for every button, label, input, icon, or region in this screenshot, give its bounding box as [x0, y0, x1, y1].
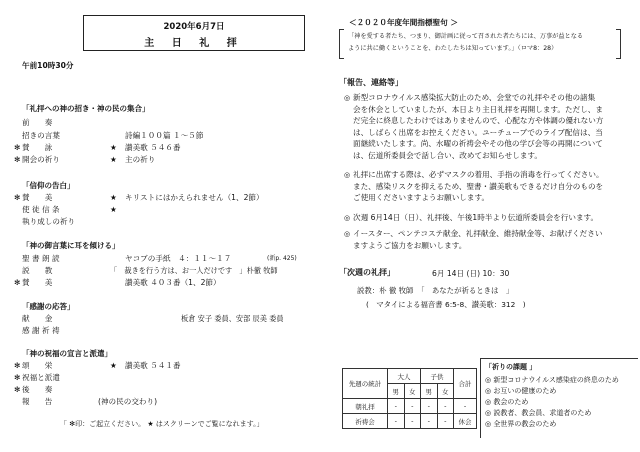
order-row: [14, 396, 314, 407]
section-heading: 「神の御言葉に耳を傾ける」: [22, 241, 120, 250]
order-content: 讃美歌 ５４１番: [125, 361, 181, 370]
prayer-text: 新型コロナウイルス感染症の終息のため: [493, 376, 619, 384]
table-cell: -: [421, 414, 438, 429]
order-label: 使 徒 信 条: [22, 205, 60, 214]
order-label: 賛 詠: [22, 143, 53, 152]
circle-bullet-icon: ◎: [485, 376, 494, 384]
table-cell: -: [437, 399, 454, 414]
bracket-left: [339, 29, 344, 59]
screen-star-icon: ★: [110, 361, 117, 370]
order-row: [14, 277, 314, 288]
order-row: [14, 204, 314, 215]
stand-mark: ✻: [14, 385, 21, 394]
verse-line: 「神を愛する者たち、つまり、御計画に従って召された者たちには、万事が益となる: [348, 33, 584, 40]
stand-mark: ✻: [14, 373, 21, 382]
order-row: [14, 384, 314, 395]
order-label: 献 金: [22, 314, 53, 323]
text-line: 次週 6月14日（日）、礼拝後、午後1時半より伝道所委員会を行います。: [353, 213, 599, 222]
prayer-text: お互いの健康のため: [493, 387, 557, 395]
section-heading: 「感謝の応答」: [22, 302, 75, 311]
prayer-item: [485, 408, 591, 418]
order-label: 報 告: [22, 397, 53, 406]
text-line: 会を休会としていましたが、本日より主日礼拝を再開します。ただし、ま: [353, 104, 603, 114]
next-service-heading: 「次週の礼拝」: [339, 268, 395, 277]
order-label: 頌 栄: [22, 361, 53, 370]
adult-header: 大人: [388, 369, 421, 384]
announcement-item: [344, 169, 624, 205]
circle-bullet-icon: ◎: [485, 387, 494, 395]
row-label: 祈祷会: [343, 414, 388, 429]
table-cell: -: [421, 399, 438, 414]
table-cell: -: [454, 399, 477, 414]
stand-mark: ✻: [14, 155, 21, 164]
circle-bullet-icon: ◎: [485, 420, 494, 428]
order-label: 聖 書 朗 読: [22, 254, 60, 263]
text-line: だ完全に終息したわけではありませんので、心配な方や体調の優れない方: [353, 116, 604, 126]
annual-verse-box: [339, 17, 621, 61]
table-row: [343, 399, 477, 414]
table-cell: -: [404, 399, 421, 414]
circle-bullet-icon: ◎: [485, 409, 494, 417]
stand-mark: ✻: [14, 361, 21, 370]
prayer-item: [485, 397, 528, 407]
order-label: 感 謝 祈 祷: [22, 326, 60, 335]
screen-star-icon: ★: [110, 155, 117, 164]
table-cell: 休会: [454, 414, 477, 429]
row-label: 朝礼拝: [343, 399, 388, 414]
announcement-text: [353, 169, 623, 204]
order-content: 詩編１００篇 １〜５節: [125, 131, 204, 140]
order-label: 賛 美: [22, 193, 53, 202]
order-content: (神の民の交わり): [98, 397, 158, 406]
order-row: [14, 372, 314, 383]
table-cell: -: [388, 399, 405, 414]
male-header: 男: [388, 384, 405, 399]
text-line: 新型コロナウイルス感染拡大防止のため、会堂での礼拝やその他の諸集: [353, 93, 596, 102]
text-line: また、感染リスクを抑えるため、聖書・讃美歌もできるだけ自分のものを: [353, 181, 604, 191]
service-title-box: [83, 15, 305, 51]
prayer-text: 教会のため: [493, 398, 529, 406]
screen-star-icon: ★: [110, 193, 117, 202]
order-row: [14, 325, 314, 336]
order-row: [14, 313, 314, 324]
prayer-item: [485, 419, 556, 429]
bracket-right: [616, 29, 621, 59]
order-label: 後 奏: [22, 385, 53, 394]
stand-mark: ✻: [14, 193, 21, 202]
section-heading: 「神の祝福の宣言と派遣」: [22, 349, 112, 358]
prayer-text: 説教者、教会員、求道者のため: [493, 409, 592, 417]
table-row: [343, 414, 477, 429]
order-row: [14, 360, 314, 371]
table-cell: -: [404, 414, 421, 429]
prayer-text: 全世界の教会のため: [493, 420, 557, 428]
attendance-table: [342, 368, 477, 429]
order-row: [14, 253, 314, 264]
text-line: 面継続いたします。尚、水曜の祈祷会やその他の学び会等の再開について: [353, 139, 603, 149]
order-label: 前 奏: [22, 118, 53, 127]
order-content: ヤコブの手紙 ４：１１〜１７: [125, 254, 232, 263]
order-content: 讃美歌 ５４６番: [125, 143, 181, 152]
announcement-text: [353, 92, 623, 162]
bullet-icon: ◎: [344, 230, 351, 238]
announcement-item: [344, 212, 624, 224]
order-row: [14, 192, 314, 203]
section-heading: 「礼拝への神の招き・神の民の集合」: [22, 104, 150, 113]
child-header: 子供: [421, 369, 454, 384]
order-content: 讃美歌 ４０３番（1、2節）: [125, 278, 221, 287]
announcement-item: [344, 92, 624, 164]
verse-title: ＜２０２０年度年間指標聖句 ＞: [349, 18, 458, 27]
offering-stewards: 板倉 安子 委員、安部 辰美 委員: [181, 314, 284, 323]
section-heading: 「信仰の告白」: [22, 181, 75, 190]
page-reference: (新p. 425): [267, 255, 297, 262]
stand-mark: ✻: [14, 278, 21, 287]
announcement-item: [344, 228, 624, 252]
bullet-icon: ◎: [344, 94, 351, 102]
prayer-item: [485, 375, 619, 385]
order-label: 説 教: [22, 266, 53, 275]
order-label: 招きの言葉: [22, 131, 60, 140]
bullet-icon: ◎: [344, 171, 351, 179]
service-date: 2020年6月7日: [163, 22, 225, 32]
text-line: イースター、ペンテコステ献金、礼拝献金、維持献金等、お献げください: [353, 229, 603, 238]
announcements-heading: 「報告、連絡等」: [339, 78, 403, 87]
next-scripture: ( マタイによる福音書 6:5-8、讃美歌：312 ): [366, 300, 526, 309]
service-time: 午前10時30分: [22, 61, 74, 70]
order-content: キリストにはかえられません（1、2節）: [125, 193, 264, 202]
text-line: は、伝道所委員会で話し合い、改めてお知らせします。: [353, 150, 543, 160]
order-row: [14, 216, 314, 227]
circle-bullet-icon: ◎: [485, 398, 494, 406]
screen-star-icon: ★: [110, 205, 117, 214]
order-content: 主の祈り: [125, 155, 156, 164]
verse-line: ように共に働くということを、わたしたちは知っています。」（ロマ8：28）: [348, 45, 558, 52]
order-label: 祝福と派遣: [22, 373, 60, 382]
service-title: 主 日 礼 拝: [144, 38, 244, 49]
bullet-icon: ◎: [344, 214, 351, 222]
prayer-heading: 「祈りの課題 」: [485, 363, 537, 371]
announcement-text: [353, 212, 623, 224]
screen-star-icon: ★: [110, 143, 117, 152]
male-header: 男: [421, 384, 438, 399]
table-cell: -: [437, 414, 454, 429]
order-row: [14, 265, 314, 276]
sermon-title: 「 裁きを行う方は、お一人だけです 」朴徹 牧師: [110, 266, 278, 275]
stand-mark: ✻: [14, 143, 21, 152]
order-row: [14, 154, 314, 165]
female-header: 女: [404, 384, 421, 399]
order-label: 賛 美: [22, 278, 53, 287]
next-sermon: 説教：朴 徹 牧師 「 あなたが祈るときは 」: [357, 286, 514, 295]
order-label: 開会の祈り: [22, 155, 60, 164]
text-line: ますようご協力をお願いします。: [353, 240, 467, 250]
table-cell: -: [388, 414, 405, 429]
prayer-box: [480, 358, 638, 438]
order-row: [14, 142, 314, 153]
prayer-item: [485, 386, 556, 396]
female-header: 女: [437, 384, 454, 399]
order-label: 執り成しの祈り: [22, 217, 76, 226]
text-line: は、しばらく出席をお控えください。ユーチューブでのライブ配信は、当: [353, 127, 603, 137]
attendance-caption: 先週の統計: [343, 369, 388, 399]
order-row: [14, 130, 314, 141]
next-service-date: 6月 14日 (日) 10：30: [432, 269, 510, 278]
text-line: ご使用くださいますようお願いします。: [353, 193, 490, 203]
announcement-text: [353, 228, 623, 251]
text-line: 礼拝に出席する際は、必ずマスクの着用、手指の消毒を行ってください。: [353, 170, 604, 179]
order-row: [14, 117, 314, 128]
total-header: 合計: [454, 369, 477, 399]
legend-footer: 「 ✻印：ご起立ください。 ★ はスクリーンでご覧になれます。」: [60, 420, 264, 428]
